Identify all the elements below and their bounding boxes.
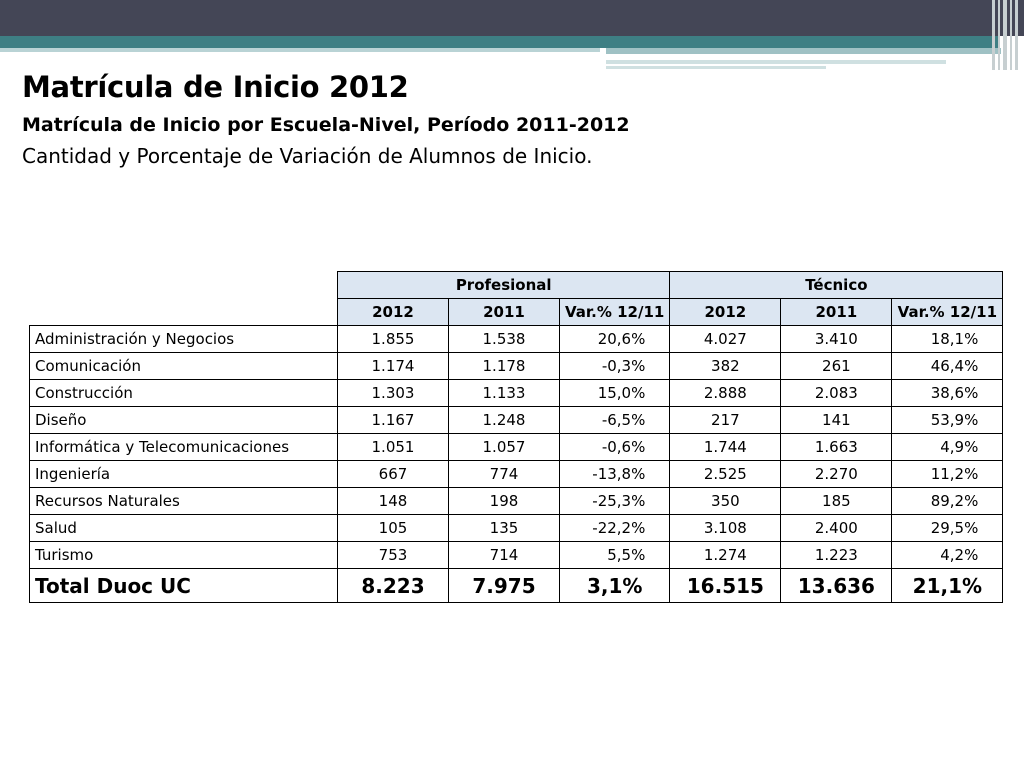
row-label: Turismo (30, 542, 338, 569)
table-cell: 217 (670, 407, 781, 434)
table-cell: 13.636 (781, 569, 892, 603)
table-cell: 185 (781, 488, 892, 515)
page-subtitle: Matrícula de Inicio por Escuela-Nivel, Período 2011-2012 (22, 114, 630, 136)
table-row (30, 461, 1003, 488)
table-cell: 1.248 (449, 407, 560, 434)
column-header: 2011 (781, 299, 892, 326)
table-row (30, 488, 1003, 515)
table-cell: 105 (338, 515, 449, 542)
header-accent-line (606, 48, 1001, 54)
table-group-header-row (30, 272, 1003, 299)
table-cell: 774 (449, 461, 560, 488)
column-header: 2012 (670, 299, 781, 326)
table-cell: 46,4% (892, 353, 1003, 380)
table-cell: 11,2% (892, 461, 1003, 488)
row-label: Total Duoc UC (30, 569, 338, 603)
header-accent-line (606, 60, 946, 64)
table-cell: 1.057 (449, 434, 560, 461)
table-cell: -0,6% (560, 434, 670, 461)
table-column-header-row (30, 299, 1003, 326)
table-cell: 382 (670, 353, 781, 380)
table-cell: 15,0% (560, 380, 670, 407)
table-cell: 5,5% (560, 542, 670, 569)
table-cell: 7.975 (449, 569, 560, 603)
table-cell: -13,8% (560, 461, 670, 488)
row-label: Construcción (30, 380, 338, 407)
table-cell: 1.133 (449, 380, 560, 407)
table-cell: 1.744 (670, 434, 781, 461)
column-header: 2011 (449, 299, 560, 326)
enrollment-table (29, 271, 1003, 603)
table-cell: -25,3% (560, 488, 670, 515)
table-cell: 3,1% (560, 569, 670, 603)
table-cell: 198 (449, 488, 560, 515)
table-cell: 135 (449, 515, 560, 542)
table-cell: 1.167 (338, 407, 449, 434)
group-header-profesional: Profesional (338, 272, 670, 299)
table-cell: 1.051 (338, 434, 449, 461)
table-cell: 1.274 (670, 542, 781, 569)
table-cell: 753 (338, 542, 449, 569)
row-label: Recursos Naturales (30, 488, 338, 515)
group-header-tecnico: Técnico (670, 272, 1003, 299)
table-row (30, 434, 1003, 461)
table-row (30, 515, 1003, 542)
table-cell: 4,2% (892, 542, 1003, 569)
page-title: Matrícula de Inicio 2012 (22, 70, 409, 104)
table-cell: 16.515 (670, 569, 781, 603)
table-cell: 1.303 (338, 380, 449, 407)
row-label: Administración y Negocios (30, 326, 338, 353)
table-cell: 29,5% (892, 515, 1003, 542)
table-cell: 1.223 (781, 542, 892, 569)
header-banner (0, 0, 1024, 36)
table-cell: -0,3% (560, 353, 670, 380)
table-row (30, 380, 1003, 407)
table-cell: 8.223 (338, 569, 449, 603)
table-cell: 1.855 (338, 326, 449, 353)
table-cell: 18,1% (892, 326, 1003, 353)
header-accent-line (0, 48, 600, 52)
table-row (30, 407, 1003, 434)
table-cell: 4,9% (892, 434, 1003, 461)
table-cell: 1.174 (338, 353, 449, 380)
header-accent-line (606, 66, 826, 69)
table-cell: 1.178 (449, 353, 560, 380)
table-cell: -22,2% (560, 515, 670, 542)
table-cell: 2.083 (781, 380, 892, 407)
table-cell: 141 (781, 407, 892, 434)
table-row (30, 353, 1003, 380)
table-row (30, 542, 1003, 569)
table-row (30, 326, 1003, 353)
page-description: Cantidad y Porcentaje de Variación de Alumnos de Inicio. (22, 144, 593, 168)
table-cell: 53,9% (892, 407, 1003, 434)
table-cell: 2.270 (781, 461, 892, 488)
table-cell: 1.663 (781, 434, 892, 461)
row-label: Ingeniería (30, 461, 338, 488)
row-label: Comunicación (30, 353, 338, 380)
column-header: 2012 (338, 299, 449, 326)
table-cell: 20,6% (560, 326, 670, 353)
table-cell: 667 (338, 461, 449, 488)
table-cell: 261 (781, 353, 892, 380)
table-cell: 3.108 (670, 515, 781, 542)
header-accent-bar (0, 36, 1000, 48)
table-cell: 21,1% (892, 569, 1003, 603)
table-cell: 714 (449, 542, 560, 569)
table-cell: 148 (338, 488, 449, 515)
table-cell: 4.027 (670, 326, 781, 353)
table-cell: 2.525 (670, 461, 781, 488)
row-label: Informática y Telecomunicaciones (30, 434, 338, 461)
header-vertical-stripes (992, 0, 1024, 70)
column-header: Var.% 12/11 (892, 299, 1003, 326)
row-label: Salud (30, 515, 338, 542)
row-label: Diseño (30, 407, 338, 434)
table-cell: 1.538 (449, 326, 560, 353)
table-cell: -6,5% (560, 407, 670, 434)
table-cell: 2.888 (670, 380, 781, 407)
column-header: Var.% 12/11 (560, 299, 670, 326)
table-cell: 3.410 (781, 326, 892, 353)
table-cell: 350 (670, 488, 781, 515)
table-cell: 89,2% (892, 488, 1003, 515)
table-cell: 38,6% (892, 380, 1003, 407)
table-total-row (30, 569, 1003, 603)
table-cell: 2.400 (781, 515, 892, 542)
